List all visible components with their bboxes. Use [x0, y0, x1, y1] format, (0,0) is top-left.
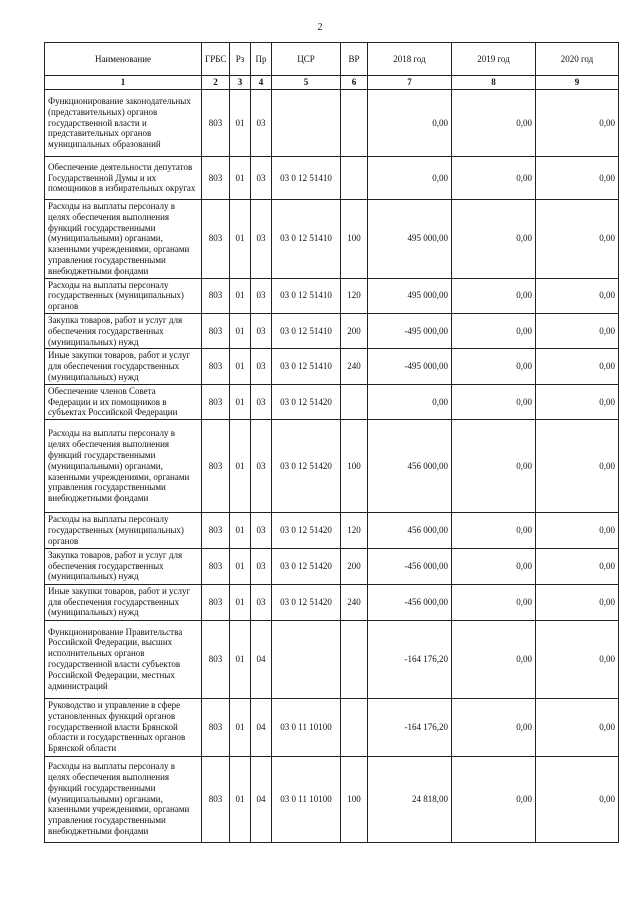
row-2018: 0,00 [368, 157, 452, 200]
row-name: Расходы на выплаты персоналу в целях обеспечения выполнения функций государственными (муниципальными) органами, казенными учреждениями, органами управления государственными внебюджетными фондами [45, 756, 202, 842]
row-pr: 03 [251, 420, 272, 513]
row-2019: 0,00 [452, 584, 536, 620]
row-rz: 01 [230, 513, 251, 548]
row-csr: 03 0 12 51410 [272, 313, 341, 348]
row-rz: 01 [230, 200, 251, 279]
col-header-2018: 2018 год [368, 43, 452, 76]
row-2020: 0,00 [536, 384, 619, 419]
row-grbs: 803 [202, 157, 230, 200]
row-rz: 01 [230, 313, 251, 348]
row-2019: 0,00 [452, 698, 536, 756]
table-body [45, 90, 619, 843]
row-grbs: 803 [202, 278, 230, 313]
row-rz: 01 [230, 157, 251, 200]
col-number: 8 [452, 76, 536, 90]
row-2018: 456 000,00 [368, 420, 452, 513]
row-2019: 0,00 [452, 349, 536, 384]
row-2019: 0,00 [452, 756, 536, 842]
table-row [45, 157, 619, 200]
column-number-row [45, 76, 619, 90]
row-csr [272, 620, 341, 698]
row-pr: 03 [251, 157, 272, 200]
row-grbs: 803 [202, 90, 230, 157]
row-vr [341, 620, 368, 698]
row-csr: 03 0 12 51420 [272, 513, 341, 548]
row-vr: 240 [341, 584, 368, 620]
budget-table [44, 42, 619, 843]
row-name: Иные закупки товаров, работ и услуг для обеспечения государственных (муниципальных) нужд [45, 584, 202, 620]
row-2020: 0,00 [536, 584, 619, 620]
row-csr: 03 0 12 51410 [272, 200, 341, 279]
row-csr: 03 0 11 10100 [272, 756, 341, 842]
col-number: 3 [230, 76, 251, 90]
table-row [45, 384, 619, 419]
row-rz: 01 [230, 548, 251, 584]
row-2018: 0,00 [368, 90, 452, 157]
row-name: Расходы на выплаты персоналу в целях обеспечения выполнения функций государственными (муниципальными) органами, казенными учреждениями, органами управления государственными внебюджетными фондами [45, 420, 202, 513]
table-row [45, 313, 619, 348]
col-number: 1 [45, 76, 202, 90]
row-csr: 03 0 12 51410 [272, 278, 341, 313]
row-2020: 0,00 [536, 548, 619, 584]
page-number: 2 [317, 22, 323, 33]
row-pr: 03 [251, 349, 272, 384]
row-2018: -164 176,20 [368, 698, 452, 756]
table-row [45, 90, 619, 157]
row-vr: 120 [341, 278, 368, 313]
row-vr: 200 [341, 313, 368, 348]
row-vr: 100 [341, 756, 368, 842]
table-row [45, 698, 619, 756]
table-row [45, 756, 619, 842]
row-pr: 03 [251, 278, 272, 313]
row-rz: 01 [230, 698, 251, 756]
table-row [45, 349, 619, 384]
row-2020: 0,00 [536, 278, 619, 313]
row-rz: 01 [230, 584, 251, 620]
row-name: Иные закупки товаров, работ и услуг для обеспечения государственных (муниципальных) нужд [45, 349, 202, 384]
row-2019: 0,00 [452, 313, 536, 348]
row-csr: 03 0 11 10100 [272, 698, 341, 756]
row-csr: 03 0 12 51420 [272, 420, 341, 513]
col-header-rz: Рз [230, 43, 251, 76]
row-pr: 04 [251, 756, 272, 842]
row-2018: 24 818,00 [368, 756, 452, 842]
row-grbs: 803 [202, 513, 230, 548]
table-row [45, 584, 619, 620]
row-name: Функционирование Правительства Российской Федерации, высших исполнительных органов государственной власти субъектов Российской Федерации, местных администраций [45, 620, 202, 698]
row-vr [341, 90, 368, 157]
row-csr: 03 0 12 51420 [272, 384, 341, 419]
row-vr: 120 [341, 513, 368, 548]
row-rz: 01 [230, 620, 251, 698]
row-name: Расходы на выплаты персоналу государственных (муниципальных) органов [45, 278, 202, 313]
row-name: Функционирование законодательных (представительных) органов государственной власти и представительных органов муниципальных образований [45, 90, 202, 157]
row-pr: 03 [251, 548, 272, 584]
col-number: 7 [368, 76, 452, 90]
col-header-2020: 2020 год [536, 43, 619, 76]
table-row [45, 200, 619, 279]
row-grbs: 803 [202, 384, 230, 419]
row-name: Закупка товаров, работ и услуг для обеспечения государственных (муниципальных) нужд [45, 313, 202, 348]
table-row [45, 548, 619, 584]
row-vr: 100 [341, 200, 368, 279]
col-number: 4 [251, 76, 272, 90]
col-header-vr: ВР [341, 43, 368, 76]
row-name: Закупка товаров, работ и услуг для обеспечения государственных (муниципальных) нужд [45, 548, 202, 584]
row-name: Расходы на выплаты персоналу в целях обеспечения выполнения функций государственными (муниципальными) органами, казенными учреждениями, органами управления государственными внебюджетными фондами [45, 200, 202, 279]
row-2018: -456 000,00 [368, 584, 452, 620]
col-header-grbs: ГРБС [202, 43, 230, 76]
col-number: 5 [272, 76, 341, 90]
row-grbs: 803 [202, 698, 230, 756]
row-grbs: 803 [202, 620, 230, 698]
row-2019: 0,00 [452, 384, 536, 419]
row-grbs: 803 [202, 420, 230, 513]
table-row [45, 513, 619, 548]
row-2019: 0,00 [452, 90, 536, 157]
row-2018: 456 000,00 [368, 513, 452, 548]
row-name: Руководство и управление в сфере установленных функций органов государственной власти Брянской области и государственных органов Брянской области [45, 698, 202, 756]
row-2019: 0,00 [452, 620, 536, 698]
row-csr [272, 90, 341, 157]
row-rz: 01 [230, 756, 251, 842]
row-2020: 0,00 [536, 313, 619, 348]
header-row [45, 43, 619, 76]
row-2018: 495 000,00 [368, 200, 452, 279]
row-2020: 0,00 [536, 620, 619, 698]
row-pr: 03 [251, 513, 272, 548]
row-2020: 0,00 [536, 756, 619, 842]
row-grbs: 803 [202, 200, 230, 279]
row-2018: 0,00 [368, 384, 452, 419]
row-2020: 0,00 [536, 200, 619, 279]
row-vr [341, 698, 368, 756]
row-pr: 03 [251, 313, 272, 348]
row-rz: 01 [230, 90, 251, 157]
col-number: 9 [536, 76, 619, 90]
row-pr: 03 [251, 384, 272, 419]
row-2018: -495 000,00 [368, 349, 452, 384]
row-csr: 03 0 12 51410 [272, 349, 341, 384]
row-rz: 01 [230, 349, 251, 384]
row-rz: 01 [230, 420, 251, 513]
row-name: Обеспечение членов Совета Федерации и их помощников в субъектах Российской Федерации [45, 384, 202, 419]
row-2019: 0,00 [452, 420, 536, 513]
row-grbs: 803 [202, 584, 230, 620]
row-csr: 03 0 12 51420 [272, 584, 341, 620]
col-header-2019: 2019 год [452, 43, 536, 76]
row-pr: 04 [251, 698, 272, 756]
row-2018: -456 000,00 [368, 548, 452, 584]
row-2020: 0,00 [536, 420, 619, 513]
row-rz: 01 [230, 384, 251, 419]
row-2020: 0,00 [536, 90, 619, 157]
row-name: Расходы на выплаты персоналу государственных (муниципальных) органов [45, 513, 202, 548]
row-2020: 0,00 [536, 698, 619, 756]
row-csr: 03 0 12 51410 [272, 157, 341, 200]
row-2020: 0,00 [536, 349, 619, 384]
row-grbs: 803 [202, 548, 230, 584]
table-row [45, 620, 619, 698]
col-header-csr: ЦСР [272, 43, 341, 76]
row-2018: -495 000,00 [368, 313, 452, 348]
col-number: 6 [341, 76, 368, 90]
col-header-name: Наименование [45, 43, 202, 76]
row-2019: 0,00 [452, 513, 536, 548]
row-vr [341, 157, 368, 200]
row-pr: 03 [251, 90, 272, 157]
row-2018: 495 000,00 [368, 278, 452, 313]
row-grbs: 803 [202, 349, 230, 384]
row-2019: 0,00 [452, 157, 536, 200]
row-2018: -164 176,20 [368, 620, 452, 698]
row-2019: 0,00 [452, 200, 536, 279]
row-vr [341, 384, 368, 419]
table-row [45, 278, 619, 313]
table-row [45, 420, 619, 513]
row-csr: 03 0 12 51420 [272, 548, 341, 584]
row-pr: 03 [251, 200, 272, 279]
row-vr: 100 [341, 420, 368, 513]
row-2020: 0,00 [536, 513, 619, 548]
row-vr: 200 [341, 548, 368, 584]
row-pr: 03 [251, 584, 272, 620]
row-grbs: 803 [202, 756, 230, 842]
row-pr: 04 [251, 620, 272, 698]
row-name: Обеспечение деятельности депутатов Государственной Думы и их помощников в избирательных округах [45, 157, 202, 200]
row-2019: 0,00 [452, 278, 536, 313]
row-grbs: 803 [202, 313, 230, 348]
row-2020: 0,00 [536, 157, 619, 200]
col-number: 2 [202, 76, 230, 90]
row-2019: 0,00 [452, 548, 536, 584]
row-rz: 01 [230, 278, 251, 313]
col-header-pr: Пр [251, 43, 272, 76]
row-vr: 240 [341, 349, 368, 384]
